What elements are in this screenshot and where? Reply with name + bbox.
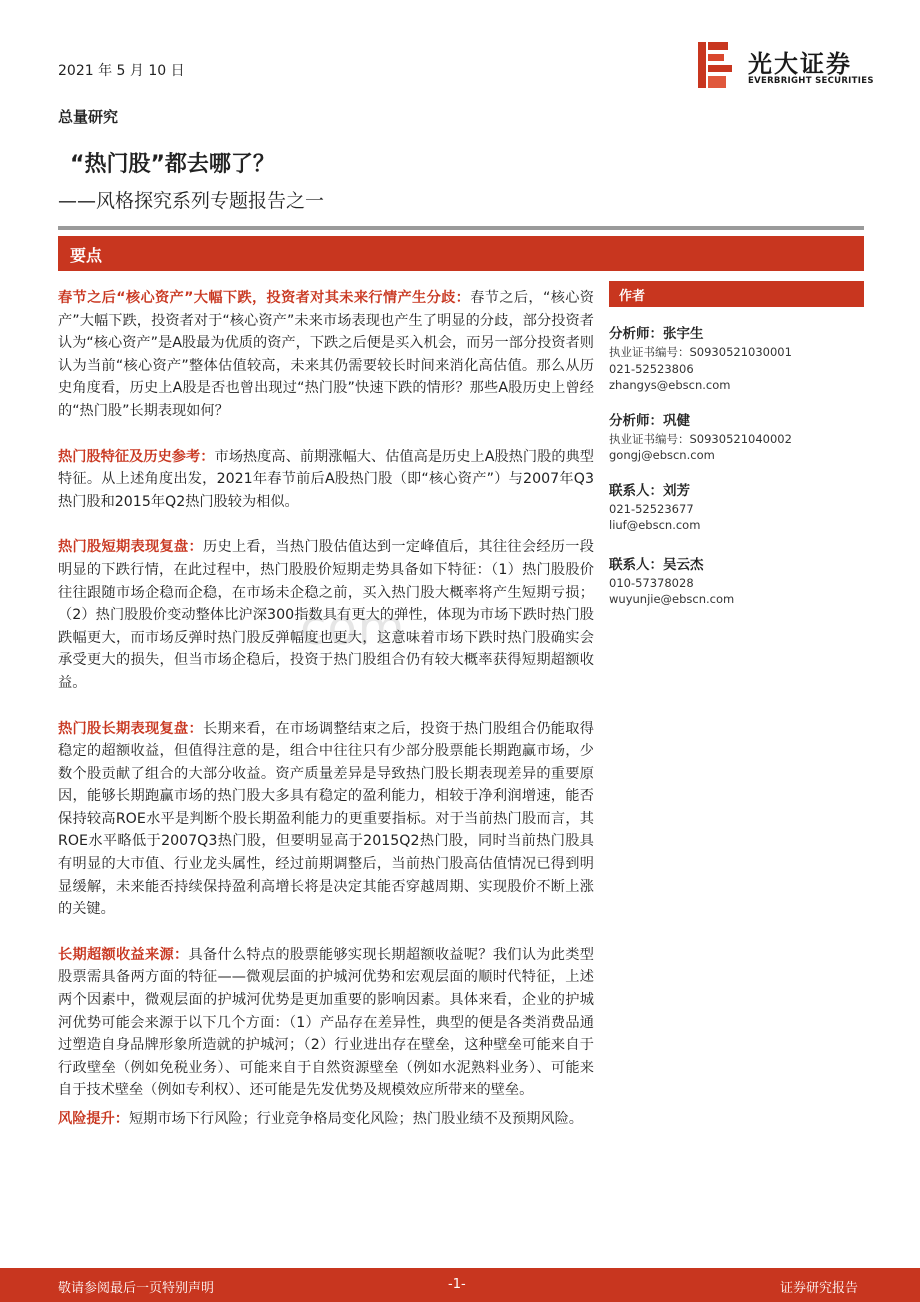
paragraph-lead: 热门股长期表现复盘： (58, 720, 203, 737)
logo-chinese-name: 光大证券 (748, 50, 852, 78)
author-email: zhangys@ebscn.com (609, 378, 731, 392)
footer-report-type: 证券研究报告 (779, 1281, 858, 1296)
summary-paragraph (58, 718, 594, 921)
paragraph-lead: 热门股特征及历史参考： (58, 448, 215, 465)
author-phone: 021-52523806 (609, 361, 694, 376)
author-name: 联系人：刘芳 (609, 482, 690, 499)
author-heading-bar (609, 281, 864, 307)
paragraph-text: 具备什么特点的股票能够实现长期超额收益呢？我们认为此类型股票需具备两方面的特征——微观层面的护城河优势和宏观层面的顺时代特征，上述两个因素中，微观层面的护城河优势是更加重要的影响因素。具体来看，企业的护城河优势可能会来源于以下几个方面：（1）产品存在差异性，典型的便是各类消费品通过塑造自身品牌形象所造就的护城河；（2）行业进出存在壁垒，这种壁垒可能来自于行政壁垒（例如免税业务）、可能来自于自然资源壁垒（例如水泥熟料业务）、可能来自于技术壁垒（例如专利权）、还可能是先发优势及规模效应所带来的壁垒。 (58, 946, 594, 1099)
paragraph-text: 短期市场下行风险；行业竞争格局变化风险；热门股业绩不及预期风险。 (128, 1111, 583, 1127)
summary-paragraph (58, 1108, 594, 1131)
author-card (609, 412, 864, 464)
summary-heading: 要点 (70, 246, 103, 265)
watermark-text: com (300, 600, 406, 656)
paragraph-lead: 春节之后“核心资产”大幅下跌，投资者对其未来行情产生分歧： (58, 290, 471, 306)
summary-heading-bar (58, 236, 864, 271)
page-footer (0, 1268, 920, 1302)
footer-page-number: -1- (448, 1277, 466, 1292)
everbright-logo-icon (698, 42, 732, 88)
author-card (609, 556, 864, 608)
author-name: 分析师：张宇生 (609, 326, 704, 342)
author-phone: 010-57378028 (609, 575, 694, 590)
author-license: 执业证书编号：S0930521040002 (609, 431, 792, 446)
author-heading: 作者 (619, 289, 646, 304)
summary-body (58, 287, 594, 1131)
paragraph-text: 历史上看，当热门股估值达到一定峰值后，其往往会经历一段明显的下跌行情，在此过程中，热门股股价短期走势具备如下特征：（1）热门股股价往往跟随市场企稳而企稳，在市场未企稳之前，买入热门股大概率将产生短期亏损；（2）热门股股价变动整体比沪深300指数具有更大的弹性，体现为市场下跌时热门股跌幅更大，而市场反弹时热门股反弹幅度也更大，这意味着市场下跌时热门股确实会承受更大的损失，但当市场企稳后，投资于热门股组合仍有较大概率获得短期超额收益。 (58, 539, 594, 691)
author-email: gongj@ebscn.com (609, 448, 715, 462)
author-email: wuyunjie@ebscn.com (609, 592, 735, 606)
author-name: 联系人：吴云杰 (609, 556, 704, 573)
paragraph-text: 市场热度高、前期涨幅大、估值高是历史上A股热门股的典型特征。从上述角度出发，2021年春节前后A股热门股（即“核心资产”）与2007年Q3热门股和2015年Q2热门股较为相似。 (58, 448, 594, 510)
summary-paragraph (58, 944, 594, 1102)
paragraph-lead: 长期超额收益来源： (58, 946, 189, 963)
paragraph-text: 春节之后，“核心资产”大幅下跌，投资者对于“核心资产”未来市场表现也产生了明显的分歧，部分投资者认为“核心资产”是A股最为优质的资产，下跌之后便是买入机会，而另一部分投资者则认为当前“核心资产”整体估值较高，未来其仍需要较长时间来消化高估值。那么从历史角度看，历史上A股是否也曾出现过“热门股”快速下跌的情形？那些A股历史上曾经的“热门股”长期表现如何？ (58, 290, 594, 419)
logo-english-name: EVERBRIGHT SECURITIES (748, 76, 874, 86)
author-name: 分析师：巩健 (609, 412, 690, 429)
summary-paragraph (58, 446, 594, 514)
report-title: “热门股”都去哪了？ (70, 152, 275, 177)
author-card (609, 482, 864, 534)
report-category: 总量研究 (58, 108, 119, 126)
author-license: 执业证书编号：S0930521030001 (609, 345, 792, 359)
author-email: liuf@ebscn.com (609, 518, 701, 532)
summary-paragraph (58, 536, 594, 694)
paragraph-text: 长期来看，在市场调整结束之后，投资于热门股组合仍能取得稳定的超额收益，但值得注意的是，组合中往往只有少部分股票能长期跑赢市场，少数个股贡献了组合的大部分收益。资产质量差异是导致热门股长期表现差异的重要原因，能够长期跑赢市场的热门股大多具有稳定的盈利能力，相较于净利润增速，能否保持较高ROE水平是判断个股长期盈利能力的更重要指标。对于当前热门股而言，其ROE水平略低于2007Q3热门股，但要明显高于2015Q2热门股，同时当前热门股具有明显的大市值、行业龙头属性，经过前期调整后，当前热门股高估值情况已得到明显缓解，未来能否持续保持盈利高增长将是决定其能否穿越周期、实现股价不断上涨的关键。 (58, 720, 594, 918)
everbright-logo (698, 40, 874, 90)
paragraph-lead: 热门股短期表现复盘： (58, 539, 203, 556)
paragraph-lead: 风险提升： (58, 1111, 129, 1127)
author-card (609, 325, 864, 394)
footer-disclaimer: 敬请参阅最后一页特别声明 (58, 1281, 215, 1296)
report-date: 2021 年 5 月 10 日 (58, 63, 185, 79)
report-subtitle: ——风格探究系列专题报告之一 (58, 190, 325, 212)
author-sidebar (609, 281, 864, 608)
header-rule (58, 226, 864, 230)
summary-paragraph (58, 287, 594, 423)
author-phone: 021-52523677 (609, 501, 694, 516)
